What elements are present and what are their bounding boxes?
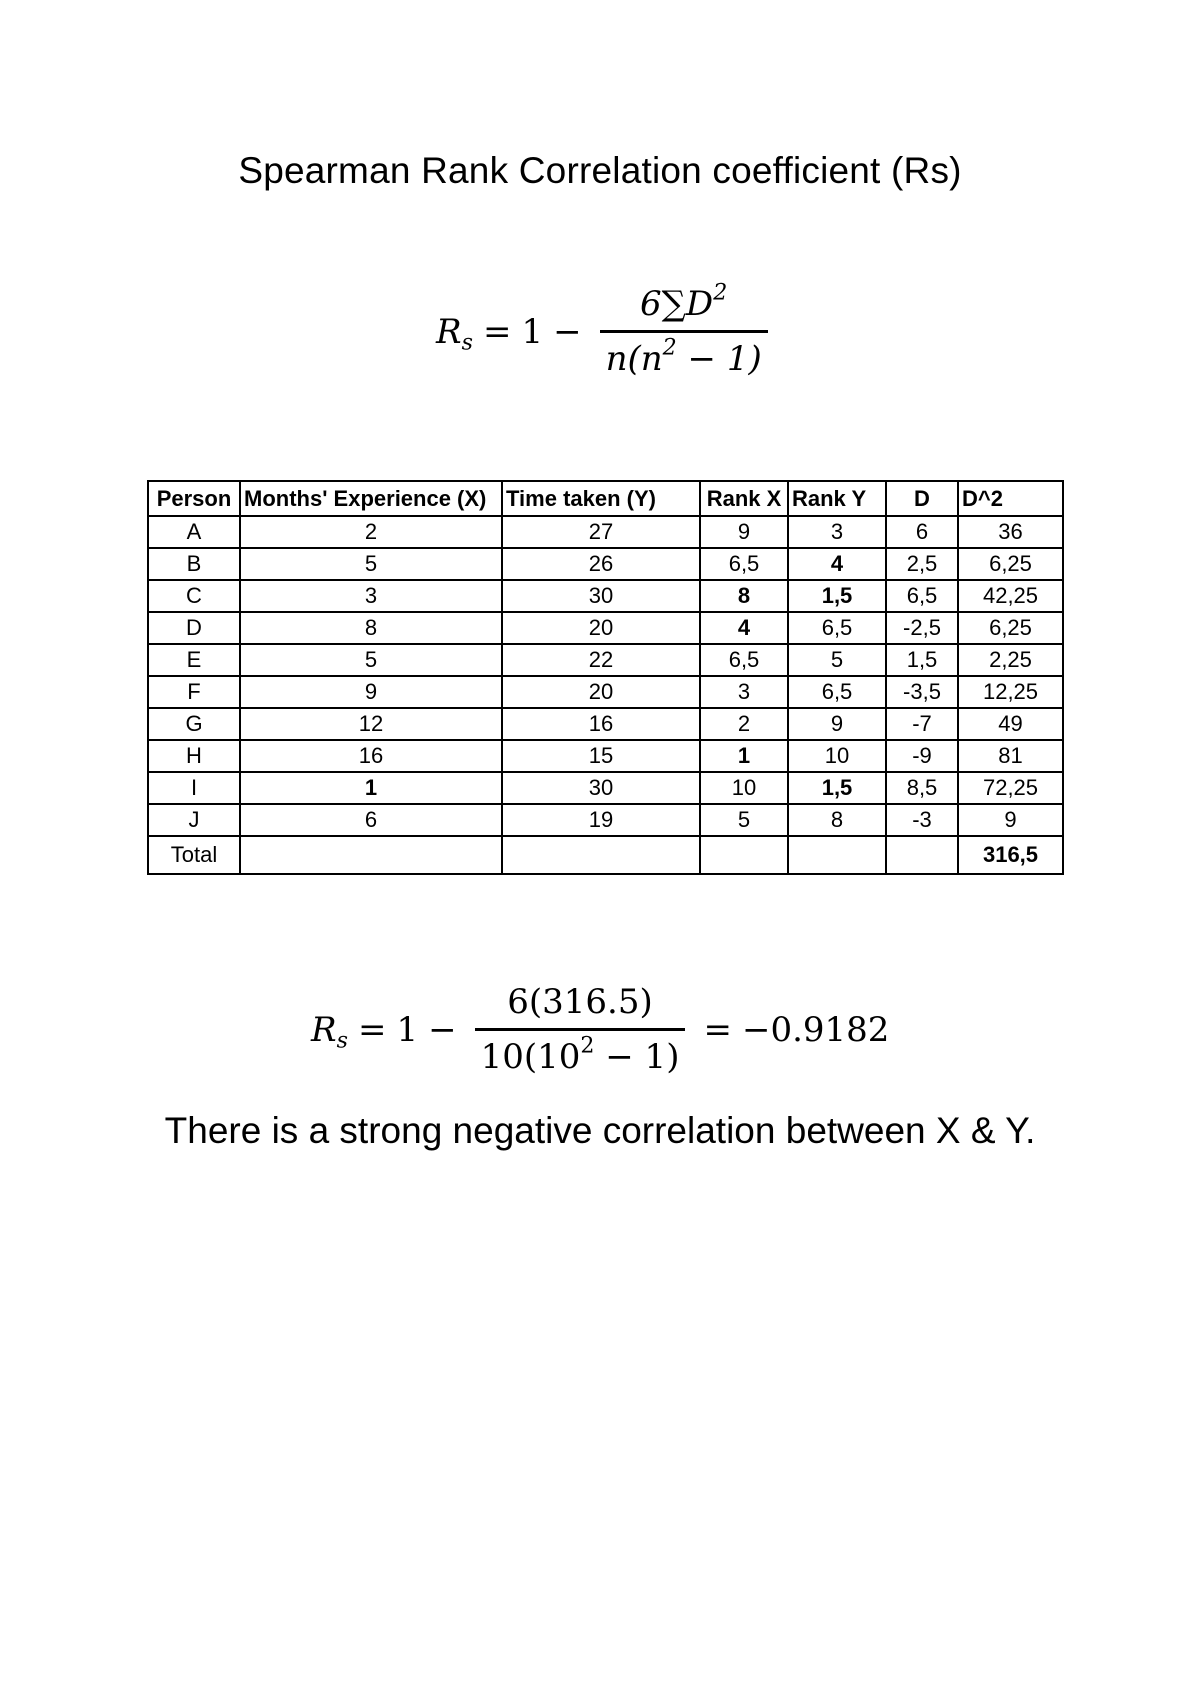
cell-d-squared: 6,25: [958, 612, 1063, 644]
table-row: [148, 676, 1063, 708]
table-row: [148, 804, 1063, 836]
table-total-row: [148, 836, 1063, 874]
cell-person: D: [148, 612, 240, 644]
header-rank-y: Rank Y: [788, 481, 886, 516]
cell-rank-y: 9: [788, 708, 886, 740]
cell-d-squared: 36: [958, 516, 1063, 548]
result-one: 1: [396, 1009, 419, 1050]
total-empty-cell: [240, 836, 502, 874]
cell-rank-y: 3: [788, 516, 886, 548]
cell-y: 19: [502, 804, 700, 836]
cell-person: E: [148, 644, 240, 676]
total-empty-cell: [700, 836, 788, 874]
cell-person: C: [148, 580, 240, 612]
cell-d: -9: [886, 740, 958, 772]
cell-y: 27: [502, 516, 700, 548]
cell-y: 26: [502, 548, 700, 580]
page-title: Spearman Rank Correlation coefficient (Rs): [238, 150, 962, 191]
cell-y: 22: [502, 644, 700, 676]
cell-d: 2,5: [886, 548, 958, 580]
total-value: 316,5: [958, 836, 1063, 874]
header-person: Person: [148, 481, 240, 516]
spearman-formula: [436, 279, 776, 379]
cell-rank-y: 8: [788, 804, 886, 836]
cell-person: A: [148, 516, 240, 548]
cell-y: 20: [502, 676, 700, 708]
cell-d-squared: 81: [958, 740, 1063, 772]
cell-y: 30: [502, 580, 700, 612]
formula-fraction: [600, 279, 768, 379]
cell-rank-x: 2: [700, 708, 788, 740]
formula-one: 1: [521, 311, 544, 352]
cell-x: 5: [240, 548, 502, 580]
cell-d: 8,5: [886, 772, 958, 804]
formula-equals: =: [482, 311, 512, 352]
cell-d-squared: 6,25: [958, 548, 1063, 580]
formula-lhs: $R_s$: [436, 311, 473, 356]
rank-table: [147, 480, 1064, 875]
header-rank-x: Rank X: [700, 481, 788, 516]
table-row: [148, 740, 1063, 772]
cell-rank-x: 6,5: [700, 644, 788, 676]
total-empty-cell: [788, 836, 886, 874]
cell-rank-y: 1,5: [788, 580, 886, 612]
cell-x: 16: [240, 740, 502, 772]
cell-rank-y: 4: [788, 548, 886, 580]
cell-rank-y: 5: [788, 644, 886, 676]
cell-rank-x: 9: [700, 516, 788, 548]
cell-x: 2: [240, 516, 502, 548]
cell-x: 6: [240, 804, 502, 836]
cell-x: 5: [240, 644, 502, 676]
formula-numerator: $6\sum D^2$: [640, 279, 728, 324]
cell-rank-y: 6,5: [788, 676, 886, 708]
result-value: −0.9182: [741, 1009, 890, 1050]
result-minus: −: [428, 1009, 457, 1050]
cell-person: I: [148, 772, 240, 804]
spearman-result-formula: [311, 982, 889, 1077]
cell-person: F: [148, 676, 240, 708]
cell-rank-x: 3: [700, 676, 788, 708]
cell-rank-x: 5: [700, 804, 788, 836]
cell-d-squared: 9: [958, 804, 1063, 836]
header-months-experience: Months' Experience (X): [240, 481, 502, 516]
result-equals-2: =: [703, 1009, 732, 1050]
table-row: [148, 548, 1063, 580]
cell-d: -3,5: [886, 676, 958, 708]
formula-minus: −: [553, 311, 582, 352]
result-denominator: $10(10^2 - 1)$: [475, 1028, 686, 1077]
table-header-row: [148, 481, 1063, 516]
header-d: D: [886, 481, 958, 516]
cell-x: 3: [240, 580, 502, 612]
cell-person: G: [148, 708, 240, 740]
table-row: [148, 644, 1063, 676]
cell-d-squared: 42,25: [958, 580, 1063, 612]
cell-d: -3: [886, 804, 958, 836]
table-row: [148, 772, 1063, 804]
result-lhs: $R_s$: [311, 1009, 348, 1054]
header-time-taken: Time taken (Y): [502, 481, 700, 516]
header-d-squared: D^2: [958, 481, 1063, 516]
total-empty-cell: [886, 836, 958, 874]
cell-y: 30: [502, 772, 700, 804]
result-numerator: 6(316.5): [507, 982, 653, 1022]
result-fraction: [475, 982, 686, 1077]
table-row: [148, 708, 1063, 740]
cell-x: 1: [240, 772, 502, 804]
cell-rank-x: 8: [700, 580, 788, 612]
cell-d-squared: 12,25: [958, 676, 1063, 708]
cell-rank-y: 10: [788, 740, 886, 772]
formula-denominator: $n(n^2 - 1)$: [600, 330, 768, 379]
cell-y: 16: [502, 708, 700, 740]
cell-x: 9: [240, 676, 502, 708]
table-row: [148, 580, 1063, 612]
conclusion-text: There is a strong negative correlation between X & Y.: [164, 1110, 1036, 1151]
cell-d: -7: [886, 708, 958, 740]
cell-rank-y: 6,5: [788, 612, 886, 644]
cell-rank-x: 4: [700, 612, 788, 644]
cell-d: 1,5: [886, 644, 958, 676]
total-empty-cell: [502, 836, 700, 874]
cell-d: 6: [886, 516, 958, 548]
cell-person: B: [148, 548, 240, 580]
cell-d: -2,5: [886, 612, 958, 644]
cell-d-squared: 49: [958, 708, 1063, 740]
cell-x: 12: [240, 708, 502, 740]
cell-rank-x: 6,5: [700, 548, 788, 580]
cell-person: H: [148, 740, 240, 772]
cell-rank-y: 1,5: [788, 772, 886, 804]
cell-y: 20: [502, 612, 700, 644]
cell-rank-x: 1: [700, 740, 788, 772]
cell-d-squared: 2,25: [958, 644, 1063, 676]
total-label: Total: [148, 836, 240, 874]
table-row: [148, 516, 1063, 548]
cell-d-squared: 72,25: [958, 772, 1063, 804]
cell-x: 8: [240, 612, 502, 644]
table-row: [148, 612, 1063, 644]
cell-y: 15: [502, 740, 700, 772]
cell-person: J: [148, 804, 240, 836]
result-equals: =: [357, 1009, 387, 1050]
cell-d: 6,5: [886, 580, 958, 612]
cell-rank-x: 10: [700, 772, 788, 804]
